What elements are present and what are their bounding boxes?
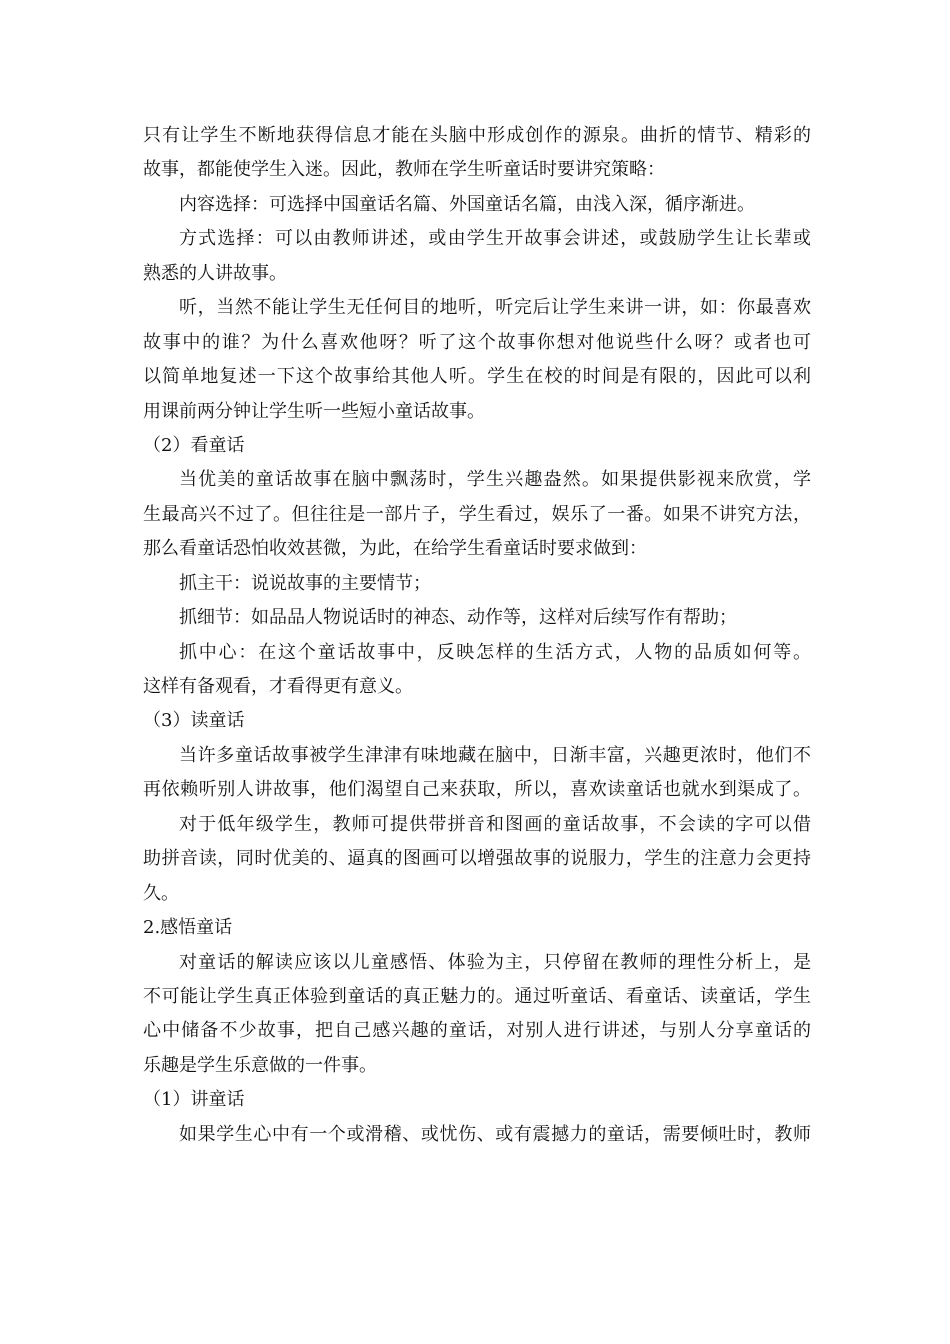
paragraph-line: 当优美的童话故事在脑中飘荡时，学生兴趣盎然。如果提供影视来欣赏，学 bbox=[179, 469, 811, 491]
document-body bbox=[143, 119, 811, 1152]
paragraph-line: 当许多童话故事被学生津津有味地藏在脑中，日渐丰富，兴趣更浓时，他们不 bbox=[179, 744, 811, 766]
section-heading: （1）讲童话 bbox=[143, 1089, 245, 1111]
paragraph-line: 以简单地复述一下这个故事给其他人听。学生在校的时间是有限的，因此可以利 bbox=[143, 366, 811, 388]
paragraph-line: 内容选择：可选择中国童话名篇、外国童话名篇，由浅入深，循序渐进。 bbox=[179, 193, 755, 215]
paragraph-line: 对于低年级学生，教师可提供带拼音和图画的童话故事，不会读的字可以借 bbox=[179, 813, 811, 835]
paragraph-line: 听，当然不能让学生无任何目的地听，听完后让学生来讲一讲，如：你最喜欢 bbox=[179, 297, 811, 319]
paragraph-line: 熟悉的人讲故事。 bbox=[143, 262, 287, 284]
paragraph-line: 助拼音读，同时优美的、逼真的图画可以增强故事的说服力，学生的注意力会更持 bbox=[143, 848, 811, 870]
paragraph-line: 故事，都能使学生入迷。因此，教师在学生听童话时要讲究策略： bbox=[143, 159, 665, 181]
paragraph-line: 生最高兴不过了。但往往是一部片子，学生看过，娱乐了一番。如果不讲究方法， bbox=[143, 503, 811, 525]
paragraph-line: 故事中的谁？为什么喜欢他呀？听了这个故事你想对他说些什么呀？或者也可 bbox=[143, 331, 811, 353]
paragraph-line: 久。 bbox=[143, 882, 179, 904]
paragraph-line: 再依赖听别人讲故事，他们渴望自己来获取，所以，喜欢读童话也就水到渠成了。 bbox=[143, 779, 811, 801]
paragraph-line: 用课前两分钟让学生听一些短小童话故事。 bbox=[143, 400, 485, 422]
section-heading: （2）看童话 bbox=[143, 434, 245, 456]
section-heading: （3）读童话 bbox=[143, 710, 245, 732]
paragraph-line: 如果学生心中有一个或滑稽、或忧伤、或有震撼力的童话，需要倾吐时，教师 bbox=[179, 1123, 811, 1145]
paragraph-line: 乐趣是学生乐意做的一件事。 bbox=[143, 1054, 377, 1076]
paragraph-line: 心中储备不少故事，把自己感兴趣的童话，对别人进行讲述，与别人分享童话的 bbox=[143, 1020, 811, 1042]
paragraph-line: 对童话的解读应该以儿童感悟、体验为主，只停留在教师的理性分析上，是 bbox=[179, 951, 811, 973]
paragraph-line: 抓主干：说说故事的主要情节； bbox=[179, 572, 431, 594]
paragraph-line: 抓细节：如品品人物说话时的神态、动作等，这样对后续写作有帮助； bbox=[179, 607, 737, 629]
paragraph-line: 不可能让学生真正体验到童话的真正魅力的。通过听童话、看童话、读童话，学生 bbox=[143, 985, 811, 1007]
paragraph-line: 抓中心：在这个童话故事中，反映怎样的生活方式，人物的品质如何等。 bbox=[179, 641, 811, 663]
paragraph-line: 这样有备观看，才看得更有意义。 bbox=[143, 676, 413, 697]
paragraph-line: 那么看童话恐怕收效甚微，为此，在给学生看童话时要求做到： bbox=[143, 538, 647, 560]
paragraph-line: 只有让学生不断地获得信息才能在头脑中形成创作的源泉。曲折的情节、精彩的 bbox=[143, 125, 811, 146]
section-heading: 2.感悟童话 bbox=[143, 917, 233, 939]
paragraph-line: 方式选择：可以由教师讲述，或由学生开故事会讲述，或鼓励学生让长辈或 bbox=[179, 228, 811, 250]
